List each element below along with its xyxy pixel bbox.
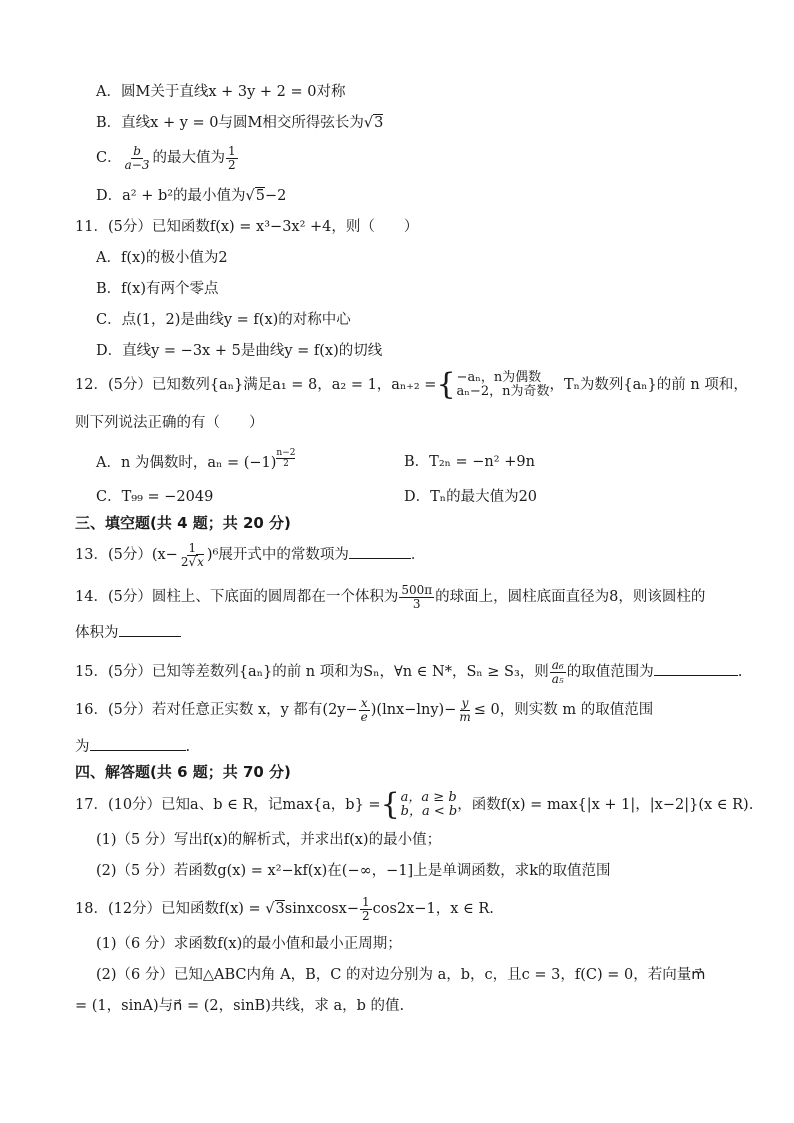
section-3-heading: 三、填空题(共 4 题；共 20 分)	[75, 514, 291, 532]
q18-denominator: 2	[362, 908, 370, 923]
q17-cases: { a，a ≥ b b，a < b	[380, 787, 458, 822]
q16-num1: x	[360, 695, 368, 710]
q18-part-2: (2)（6 分）已知△ABC内角 A，B，C 的对边分别为 a，b，c，且c = 3，f(C) = 0，若向量m⃗	[96, 967, 706, 983]
q13-denominator: 2√x	[180, 554, 204, 569]
q16-den2: m	[459, 709, 471, 724]
q14-line2-text: 体积为	[75, 625, 119, 641]
q11-stem: 11．(5分）已知函数f(x) = x³−3x² +4，则（ ）	[75, 219, 419, 235]
q12-option-d: D．Tₙ的最大值为20	[404, 489, 538, 505]
q12-option-c: C．T₉₉ = −2049	[96, 489, 214, 505]
q15-post: 的取值范围为	[566, 664, 654, 680]
q12-option-a-exponent	[276, 448, 295, 469]
q16-pre: 16．(5分）若对任意正实数 x，y 都有(2y−	[75, 702, 358, 718]
q13	[75, 538, 425, 572]
q10-option-b-radicand: 3	[374, 115, 384, 131]
q10-option-c-fraction	[123, 145, 152, 172]
q18-numerator: 1	[362, 894, 370, 909]
q10-option-d-radicand: 5	[255, 188, 266, 204]
q12-case-even: −aₙ，n为偶数	[456, 370, 542, 385]
q10-option-b: B．直线x + y = 0与圆M相交所得弦长为√3	[96, 115, 384, 131]
q14-fraction	[399, 584, 434, 611]
q15-fraction	[550, 659, 566, 686]
q12-stem-line2: 则下列说法正确的有（ ）	[75, 415, 264, 431]
q18-part-2-continued: = (1，sinA)与n⃗ = (2，sinB)共线，求 a，b 的值.	[75, 998, 405, 1014]
q13-den-coef: 2	[180, 554, 189, 569]
q18-radicand: 3	[275, 901, 285, 917]
q14-line2	[75, 622, 181, 643]
section-4-heading: 四、解答题(共 6 题；共 70 分)	[75, 763, 291, 781]
q10-c-numerator: b	[133, 143, 141, 158]
q11-option-d: D．直线y = −3x + 5是曲线y = f(x)的切线	[96, 343, 383, 359]
q17-stem	[75, 787, 753, 823]
q18-stem: 18．(12分）已知函数f(x) = √3sinxcosx− $\frac{1}{2}$ cos2x−1，x ∈ R.	[75, 894, 494, 923]
q18-stem-pre: 18．(12分）已知函数f(x) =	[75, 901, 266, 917]
q18-stem-post: cos2x−1，x ∈ R.	[372, 901, 494, 917]
q10-option-c-mid: 的最大值为	[152, 150, 225, 166]
q12-option-b: B．T₂ₙ = −n² +9n	[404, 454, 535, 470]
q10-option-d-post: −2	[265, 188, 287, 204]
q13-fraction	[179, 542, 206, 569]
q18-part-1: (1)（6 分）求函数f(x)的最小值和最小正周期；	[96, 936, 402, 952]
q11-option-a: A．f(x)的极小值为2	[96, 250, 228, 266]
q15-numerator: a₆	[551, 657, 564, 672]
q18-stem-mid: sinxcosx−	[284, 901, 359, 917]
q15-pre: 15．(5分）已知等差数列{aₙ}的前 n 项和为Sₙ，∀n ∈ N*，Sₙ ≥ S₃，则	[75, 664, 549, 680]
q14-denominator: 3	[412, 596, 421, 611]
q16-fraction-2	[457, 697, 472, 724]
q12-stem-pre: 12．(5分）已知数列{aₙ}满足a₁ = 8，a₂ = 1，aₙ₊₂ =	[75, 377, 437, 393]
q14-pre: 14．(5分）圆柱上、下底面的圆周都在一个体积为	[75, 589, 399, 605]
q13-numerator: 1	[188, 540, 197, 555]
q12-option-a	[96, 448, 295, 478]
q17-part-1: (1)（5 分）写出f(x)的解析式，并求出f(x)的最小值；	[96, 832, 442, 848]
q11-option-b: B．f(x)有两个零点	[96, 281, 219, 297]
q16-end: .	[185, 739, 191, 755]
q16-answer-blank[interactable]	[90, 736, 186, 751]
q13-end: ．	[410, 547, 426, 563]
q14-answer-blank[interactable]	[119, 622, 181, 637]
q16-num2: y	[461, 695, 469, 710]
q16-line2-text: 为	[75, 739, 90, 755]
q12-a-exp-den: 2	[283, 459, 289, 469]
q15-denominator: a₅	[551, 671, 564, 686]
q16-mid: )(lnx−lny)−	[370, 702, 457, 718]
q12-stem-post: ，Tₙ为数列{aₙ}的前 n 项和，	[549, 377, 748, 393]
q10-option-d-text: D．a² + b²的最小值为	[96, 188, 246, 204]
q17-case-2: b，a < b	[400, 804, 458, 819]
q16-post: ≤ 0，则实数 m 的取值范围	[473, 702, 654, 718]
q10-option-c-value	[226, 145, 238, 172]
q17-case-1: a，a ≥ b	[400, 790, 457, 805]
q12-cases: { −aₙ，n为偶数 aₙ−2，n为奇数	[436, 367, 550, 402]
q12-case-odd: aₙ−2，n为奇数	[456, 384, 550, 399]
q10-c-denominator: a−3	[124, 157, 150, 172]
q13-post: )⁶展开式中的常数项为	[206, 547, 349, 563]
q16-line2	[75, 736, 190, 757]
q13-den-radicand: x	[197, 554, 204, 569]
q12-a-exp-num: n−2	[276, 448, 296, 458]
q15-answer-blank[interactable]	[654, 661, 738, 676]
q10-option-d: D．a² + b²的最小值为√5−2	[96, 188, 287, 204]
q13-pre: 13．(5分）(x−	[75, 547, 178, 563]
q12-stem	[75, 368, 748, 402]
q14-numerator: 500π	[401, 582, 433, 597]
q15	[75, 655, 742, 689]
q10-c-value-denominator: 2	[227, 157, 236, 172]
q17-stem-pre: 17．(10分）已知a、b ∈ R，记max{a，b} =	[75, 797, 381, 813]
q16-den1: e	[360, 709, 368, 724]
q10-c-value-numerator: 1	[227, 143, 236, 158]
q10-option-c	[96, 143, 239, 173]
q17-stem-post: ，函数f(x) = max{|x + 1|，|x−2|}(x ∈ R).	[457, 797, 754, 813]
q10-option-c-label: C．	[96, 150, 122, 166]
q15-end: .	[737, 664, 743, 680]
q11-option-c: C．点(1，2)是曲线y = f(x)的对称中心	[96, 312, 351, 328]
q10-option-a: A．圆M关于直线x + 3y + 2 = 0对称	[96, 84, 346, 100]
q10-option-b-text: B．直线x + y = 0与圆M相交所得弦长为	[96, 115, 364, 131]
q14-post: 的球面上，圆柱底面直径为8，则该圆柱的	[435, 589, 706, 605]
q16-fraction-1	[359, 697, 370, 724]
q18-fraction	[360, 896, 372, 923]
q17-part-2: (2)（5 分）若函数g(x) = x²−kf(x)在(−∞，−1]上是单调函数，求k的取值范围	[96, 863, 611, 879]
q16	[75, 693, 653, 727]
q13-answer-blank[interactable]	[349, 544, 411, 559]
q12-option-a-text: A．n 为偶数时，aₙ = (−1)	[96, 455, 277, 471]
q14	[75, 580, 705, 614]
